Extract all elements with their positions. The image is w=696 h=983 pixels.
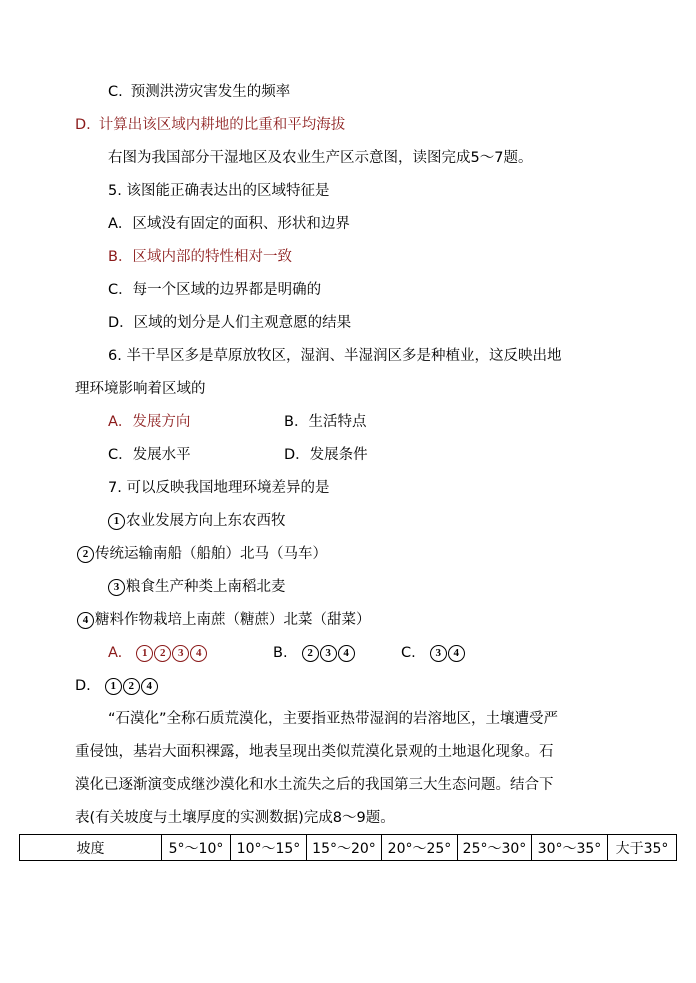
circled-number: 2: [302, 645, 319, 662]
circled-number: 4: [77, 612, 94, 629]
option-letter: C．: [108, 282, 133, 298]
circled-number: 2: [154, 645, 171, 662]
prev-option-d-answer: [75, 115, 345, 135]
circled-number: 2: [123, 678, 140, 695]
q7-option-a-answer: [108, 643, 208, 663]
item-text: 农业发展方向上东农西牧: [126, 513, 286, 529]
option-text: 区域内部的特性相对一致: [132, 249, 292, 265]
option-letter: D．: [284, 447, 310, 463]
option-letter: A．: [108, 216, 133, 232]
q7-item-1: [108, 511, 286, 531]
passage-line-3: 漠化已逐渐演变成继沙漠化和水土流失之后的我国第三大生态问题。结合下: [75, 777, 554, 793]
circled-number: 4: [338, 645, 355, 662]
table-cell: 20°～25°: [382, 835, 458, 861]
intro-questions-5-7: 右图为我国部分干湿地区及农业生产区示意图，读图完成5～7题。: [108, 150, 533, 166]
option-text: 发展条件: [309, 447, 368, 463]
q6-option-c: [108, 445, 191, 465]
table-cell: 5°～10°: [162, 835, 231, 861]
slope-soil-table: [19, 834, 677, 861]
table-cell: 25°～30°: [458, 835, 532, 861]
passage-line-4: 表(有关坡度与土壤厚度的实测数据)完成8～9题。: [75, 810, 395, 826]
option-letter: C.: [108, 84, 123, 100]
table-cell: 30°～35°: [532, 835, 608, 861]
option-text: 发展水平: [132, 447, 191, 463]
item-text: 传统运输南船（船舶）北马（马车）: [95, 546, 327, 562]
passage-line-2: 重侵蚀，基岩大面积裸露，地表呈现出类似荒漠化景观的土地退化现象。石: [75, 744, 554, 760]
table-header-label: 坡度: [20, 835, 162, 861]
option-letter: D．: [108, 315, 134, 331]
q5-option-d: [108, 313, 351, 333]
item-text: 粮食生产种类上南稻北麦: [126, 579, 286, 595]
circled-number: 1: [105, 678, 122, 695]
q6-stem-line1: 6. 半干旱区多是草原放牧区，湿润、半湿润区多是种植业，这反映出地: [108, 348, 562, 364]
q5-option-c: [108, 280, 321, 300]
option-letter: A．: [108, 414, 133, 430]
option-letter: A.: [108, 645, 123, 661]
table-cell: 15°～20°: [307, 835, 382, 861]
option-text: 预测洪涝灾害发生的频率: [130, 84, 291, 100]
passage-line-1: “石漠化”全称石质荒漠化，主要指亚热带湿润的岩溶地区，土壤遭受严: [108, 711, 559, 727]
option-letter: D.: [75, 117, 91, 133]
q7-item-2: [77, 544, 327, 564]
circled-number: 4: [141, 678, 158, 695]
circled-number: 3: [320, 645, 337, 662]
circled-number: 4: [448, 645, 465, 662]
circled-number: 2: [77, 546, 94, 563]
circled-number: 4: [190, 645, 207, 662]
circled-number: 3: [108, 579, 125, 596]
table-cell: 大于35°: [608, 835, 677, 861]
item-text: 糖料作物栽培上南蔗（糖蔗）北菜（甜菜）: [95, 612, 371, 628]
q6-option-b: [284, 412, 366, 432]
q7-option-c: [401, 643, 466, 663]
circled-number: 3: [430, 645, 447, 662]
circled-number: 3: [172, 645, 189, 662]
option-letter: C.: [401, 645, 416, 661]
table-row: [20, 835, 677, 861]
option-letter: B.: [273, 645, 288, 661]
option-letter: D.: [75, 678, 91, 694]
option-text: 区域没有固定的面积、形状和边界: [132, 216, 350, 232]
prev-option-c: [108, 82, 290, 102]
option-text: 每一个区域的边界都是明确的: [132, 282, 322, 298]
option-letter: C．: [108, 447, 133, 463]
option-text: 生活特点: [308, 414, 367, 430]
q6-option-a-answer: [108, 412, 190, 432]
q7-item-3: [108, 577, 286, 597]
table-cell: 10°～15°: [231, 835, 307, 861]
circled-number: 1: [108, 513, 125, 530]
circled-number: 1: [136, 645, 153, 662]
option-letter: B．: [108, 249, 133, 265]
option-text: 区域的划分是人们主观意愿的结果: [133, 315, 352, 331]
q7-stem: 7. 可以反映我国地理环境差异的是: [108, 480, 330, 496]
q6-stem-line2: 理环境影响着区域的: [75, 381, 206, 397]
q5-option-a: [108, 214, 350, 234]
q7-option-d: [75, 676, 159, 696]
option-text: 计算出该区域内耕地的比重和平均海拔: [98, 117, 346, 133]
option-text: 发展方向: [132, 414, 191, 430]
q5-option-b-answer: [108, 247, 292, 267]
q6-option-d: [284, 445, 368, 465]
q7-option-b: [273, 643, 356, 663]
q5-stem: 5. 该图能正确表达出的区域特征是: [108, 183, 330, 199]
q7-item-4: [77, 610, 371, 630]
option-letter: B．: [284, 414, 309, 430]
